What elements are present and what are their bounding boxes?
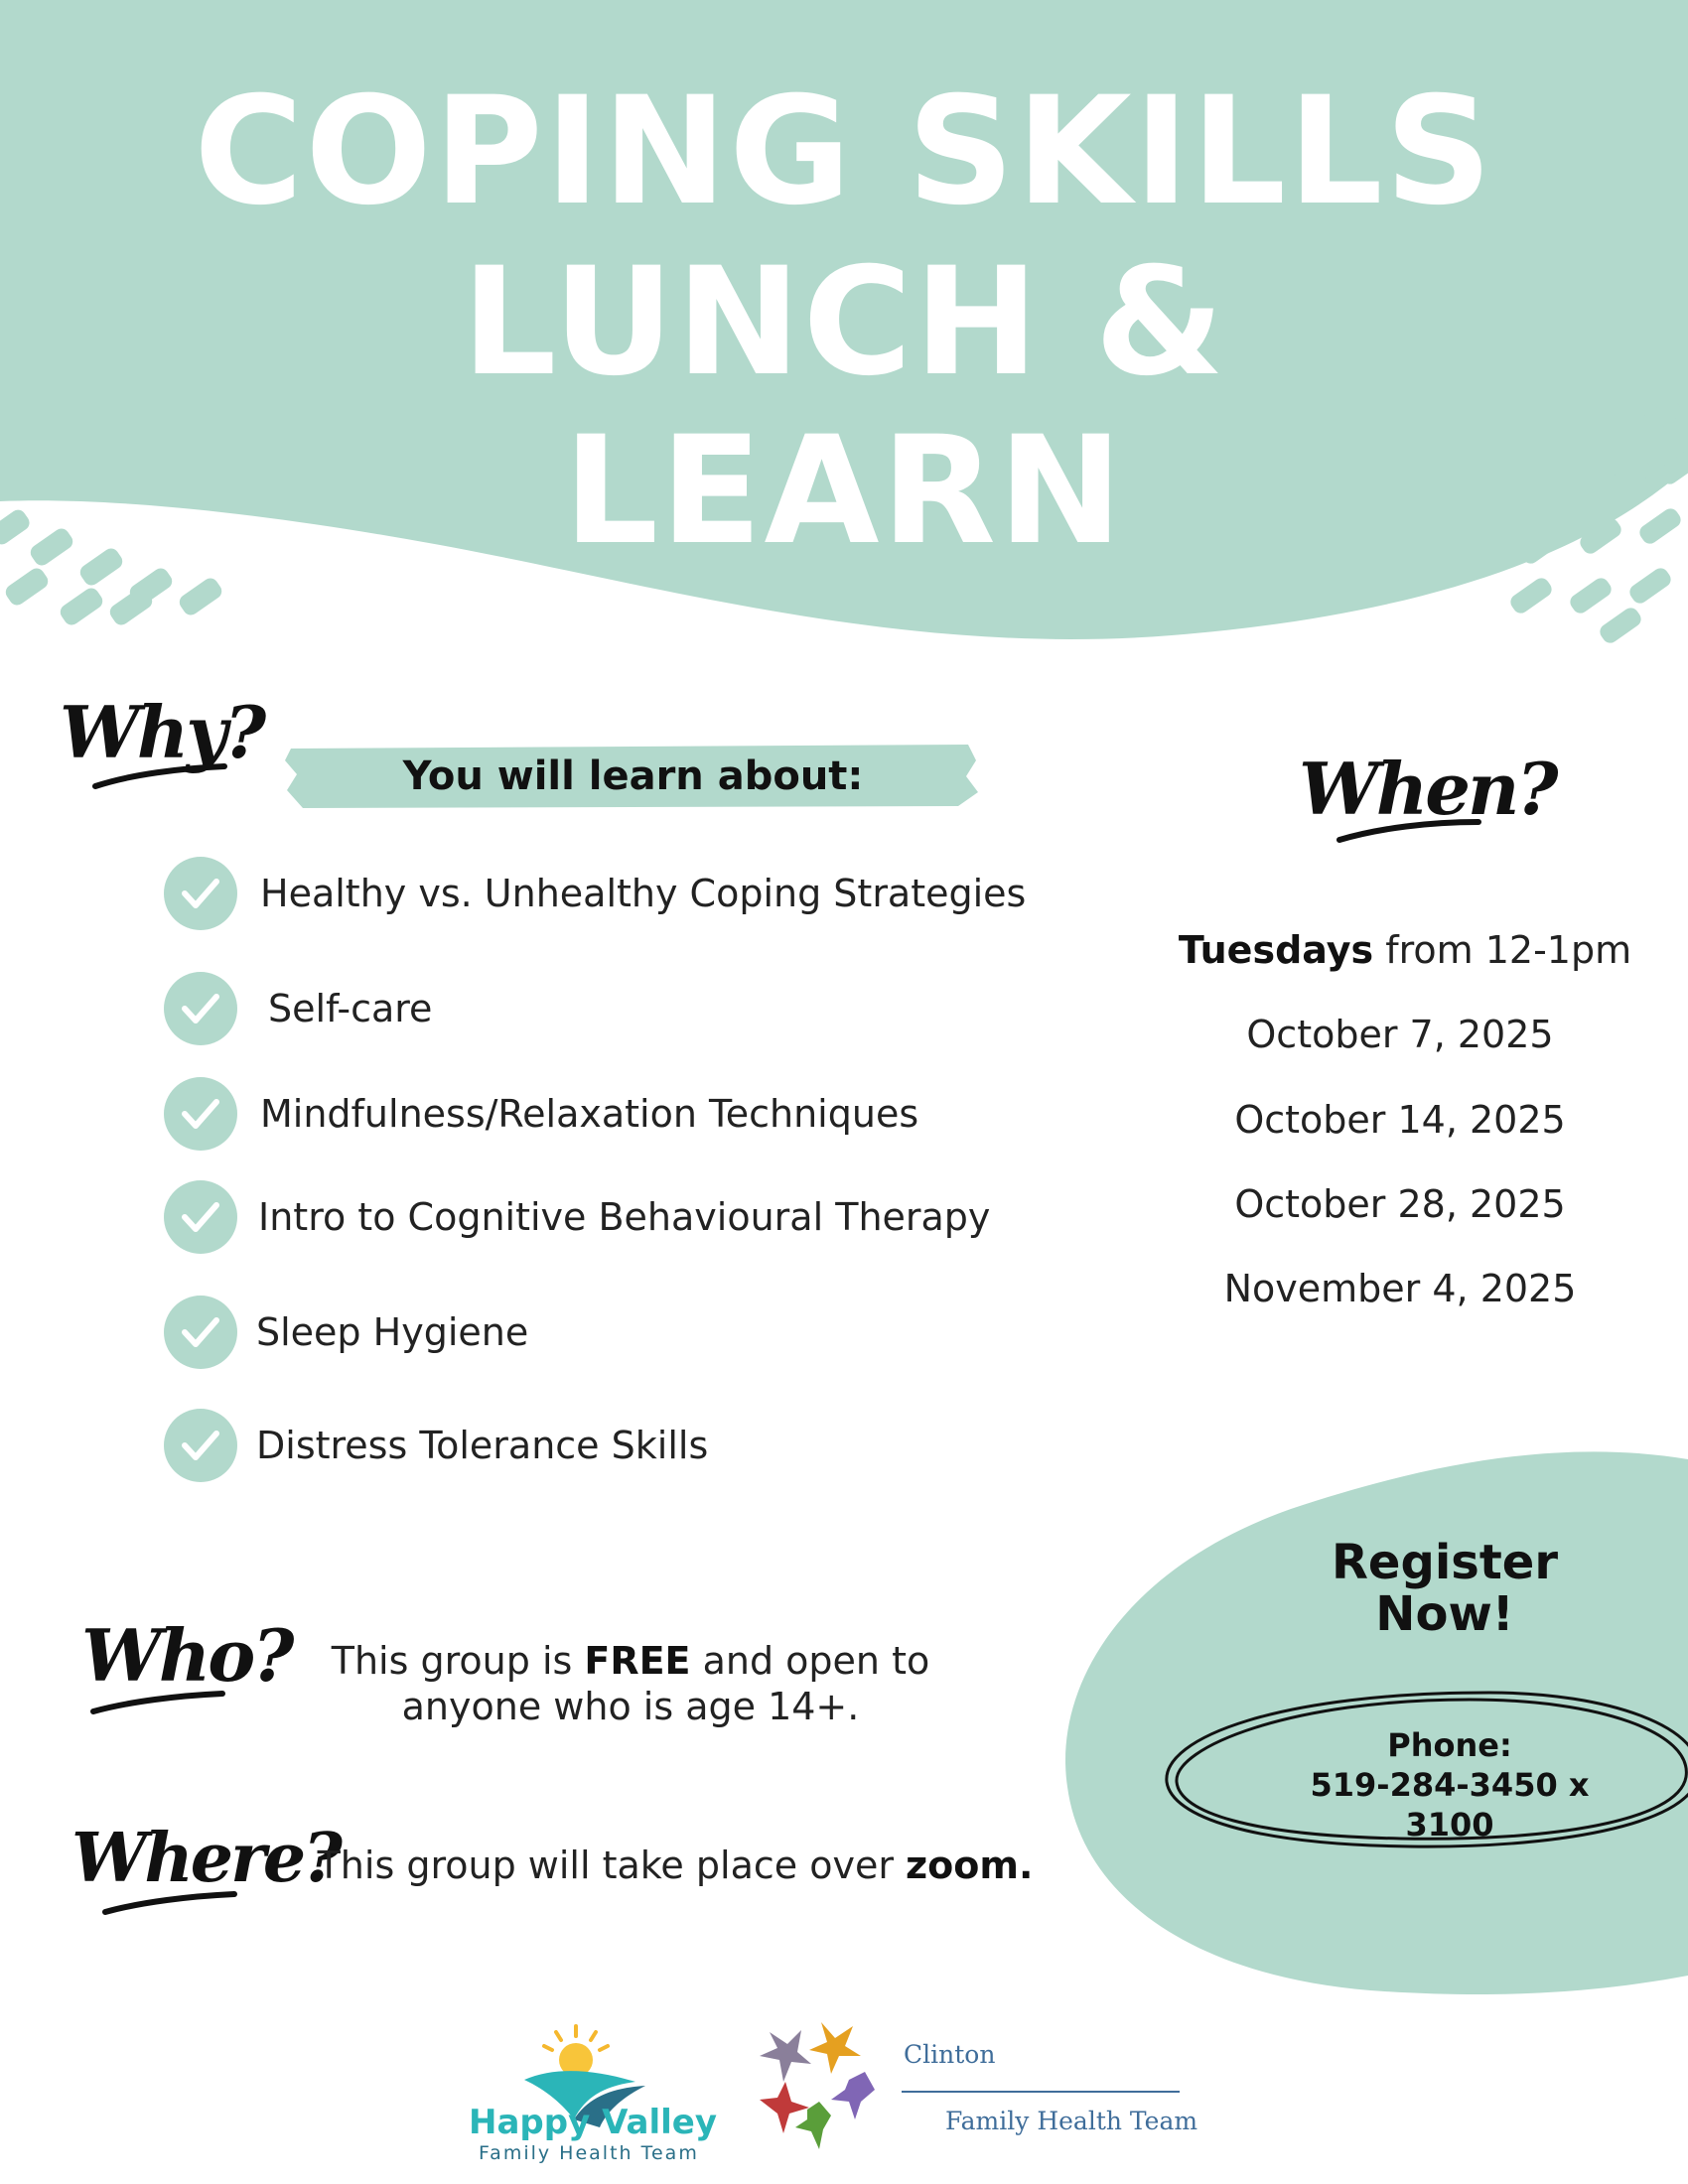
check-circle-icon bbox=[161, 1293, 238, 1370]
clinton-logo-icon bbox=[750, 2010, 899, 2159]
register-blob bbox=[1065, 1451, 1688, 1994]
who-heading: Who? bbox=[81, 1613, 292, 1698]
who-text-post: and open to bbox=[690, 1639, 930, 1683]
check-circle-icon bbox=[161, 1406, 238, 1483]
title-line-2: LUNCH & bbox=[461, 236, 1227, 409]
phone-label: Phone: bbox=[1387, 1726, 1512, 1764]
when-date: November 4, 2025 bbox=[1223, 1267, 1577, 1310]
topic-label: Self-care bbox=[268, 987, 433, 1030]
where-text bbox=[288, 1843, 1062, 1888]
where-underline bbox=[101, 1888, 240, 1918]
topic-label: Healthy vs. Unhealthy Coping Strategies bbox=[260, 872, 1027, 915]
who-text-line2: anyone who is age 14+. bbox=[401, 1685, 860, 1728]
check-circle-icon bbox=[161, 1074, 238, 1152]
topic-label: Distress Tolerance Skills bbox=[256, 1424, 709, 1467]
when-date: October 28, 2025 bbox=[1234, 1182, 1566, 1226]
learn-banner bbox=[283, 743, 983, 810]
banner-label: You will learn about: bbox=[402, 753, 864, 799]
when-date: October 7, 2025 bbox=[1246, 1013, 1554, 1056]
clinton-name: Clinton bbox=[904, 2040, 996, 2069]
topic-label: Mindfulness/Relaxation Techniques bbox=[260, 1092, 919, 1136]
list-item bbox=[161, 1074, 1094, 1154]
who-text-pre: This group is bbox=[331, 1639, 585, 1683]
happy-valley-subtitle: Family Health Team bbox=[479, 2142, 699, 2164]
phone-number[interactable]: 519-284-3450 x 3100 bbox=[1310, 1766, 1590, 1843]
check-circle-icon bbox=[161, 1177, 238, 1255]
register-line2: Now! bbox=[1375, 1586, 1514, 1642]
check-circle-icon bbox=[161, 854, 238, 931]
check-circle-icon bbox=[161, 969, 238, 1046]
when-schedule bbox=[1152, 928, 1658, 972]
who-text bbox=[298, 1638, 963, 1729]
list-item bbox=[161, 1293, 1094, 1372]
why-underline bbox=[91, 762, 230, 792]
phone-block[interactable] bbox=[1261, 1725, 1638, 1844]
happy-valley-name: Happy Valley bbox=[469, 2103, 718, 2142]
list-item bbox=[161, 854, 1094, 933]
clinton-subtitle: Family Health Team bbox=[945, 2107, 1198, 2135]
who-text-bold: FREE bbox=[584, 1639, 691, 1683]
register-heading bbox=[1281, 1537, 1609, 1640]
when-time: from 12-1pm bbox=[1385, 928, 1632, 972]
why-heading: Why? bbox=[60, 690, 264, 774]
when-day: Tuesdays bbox=[1178, 928, 1374, 972]
topic-label: Sleep Hygiene bbox=[256, 1310, 529, 1354]
when-date: October 14, 2025 bbox=[1234, 1098, 1566, 1142]
where-text-pre: This group will take place over bbox=[317, 1843, 907, 1887]
list-item bbox=[161, 1406, 1094, 1485]
title-line-1: COPING SKILLS bbox=[194, 66, 1494, 238]
who-underline bbox=[89, 1688, 228, 1717]
when-underline bbox=[1336, 816, 1484, 846]
when-heading: When? bbox=[1299, 747, 1556, 831]
list-item bbox=[161, 1177, 1094, 1257]
where-text-bold: zoom. bbox=[906, 1843, 1034, 1887]
title-line-3: LEARN bbox=[563, 405, 1125, 578]
register-line1: Register bbox=[1331, 1535, 1559, 1590]
topic-label: Intro to Cognitive Behavioural Therapy bbox=[258, 1195, 991, 1239]
list-item bbox=[161, 969, 1094, 1048]
where-heading: Where? bbox=[71, 1819, 341, 1898]
clinton-divider bbox=[902, 2091, 1180, 2093]
